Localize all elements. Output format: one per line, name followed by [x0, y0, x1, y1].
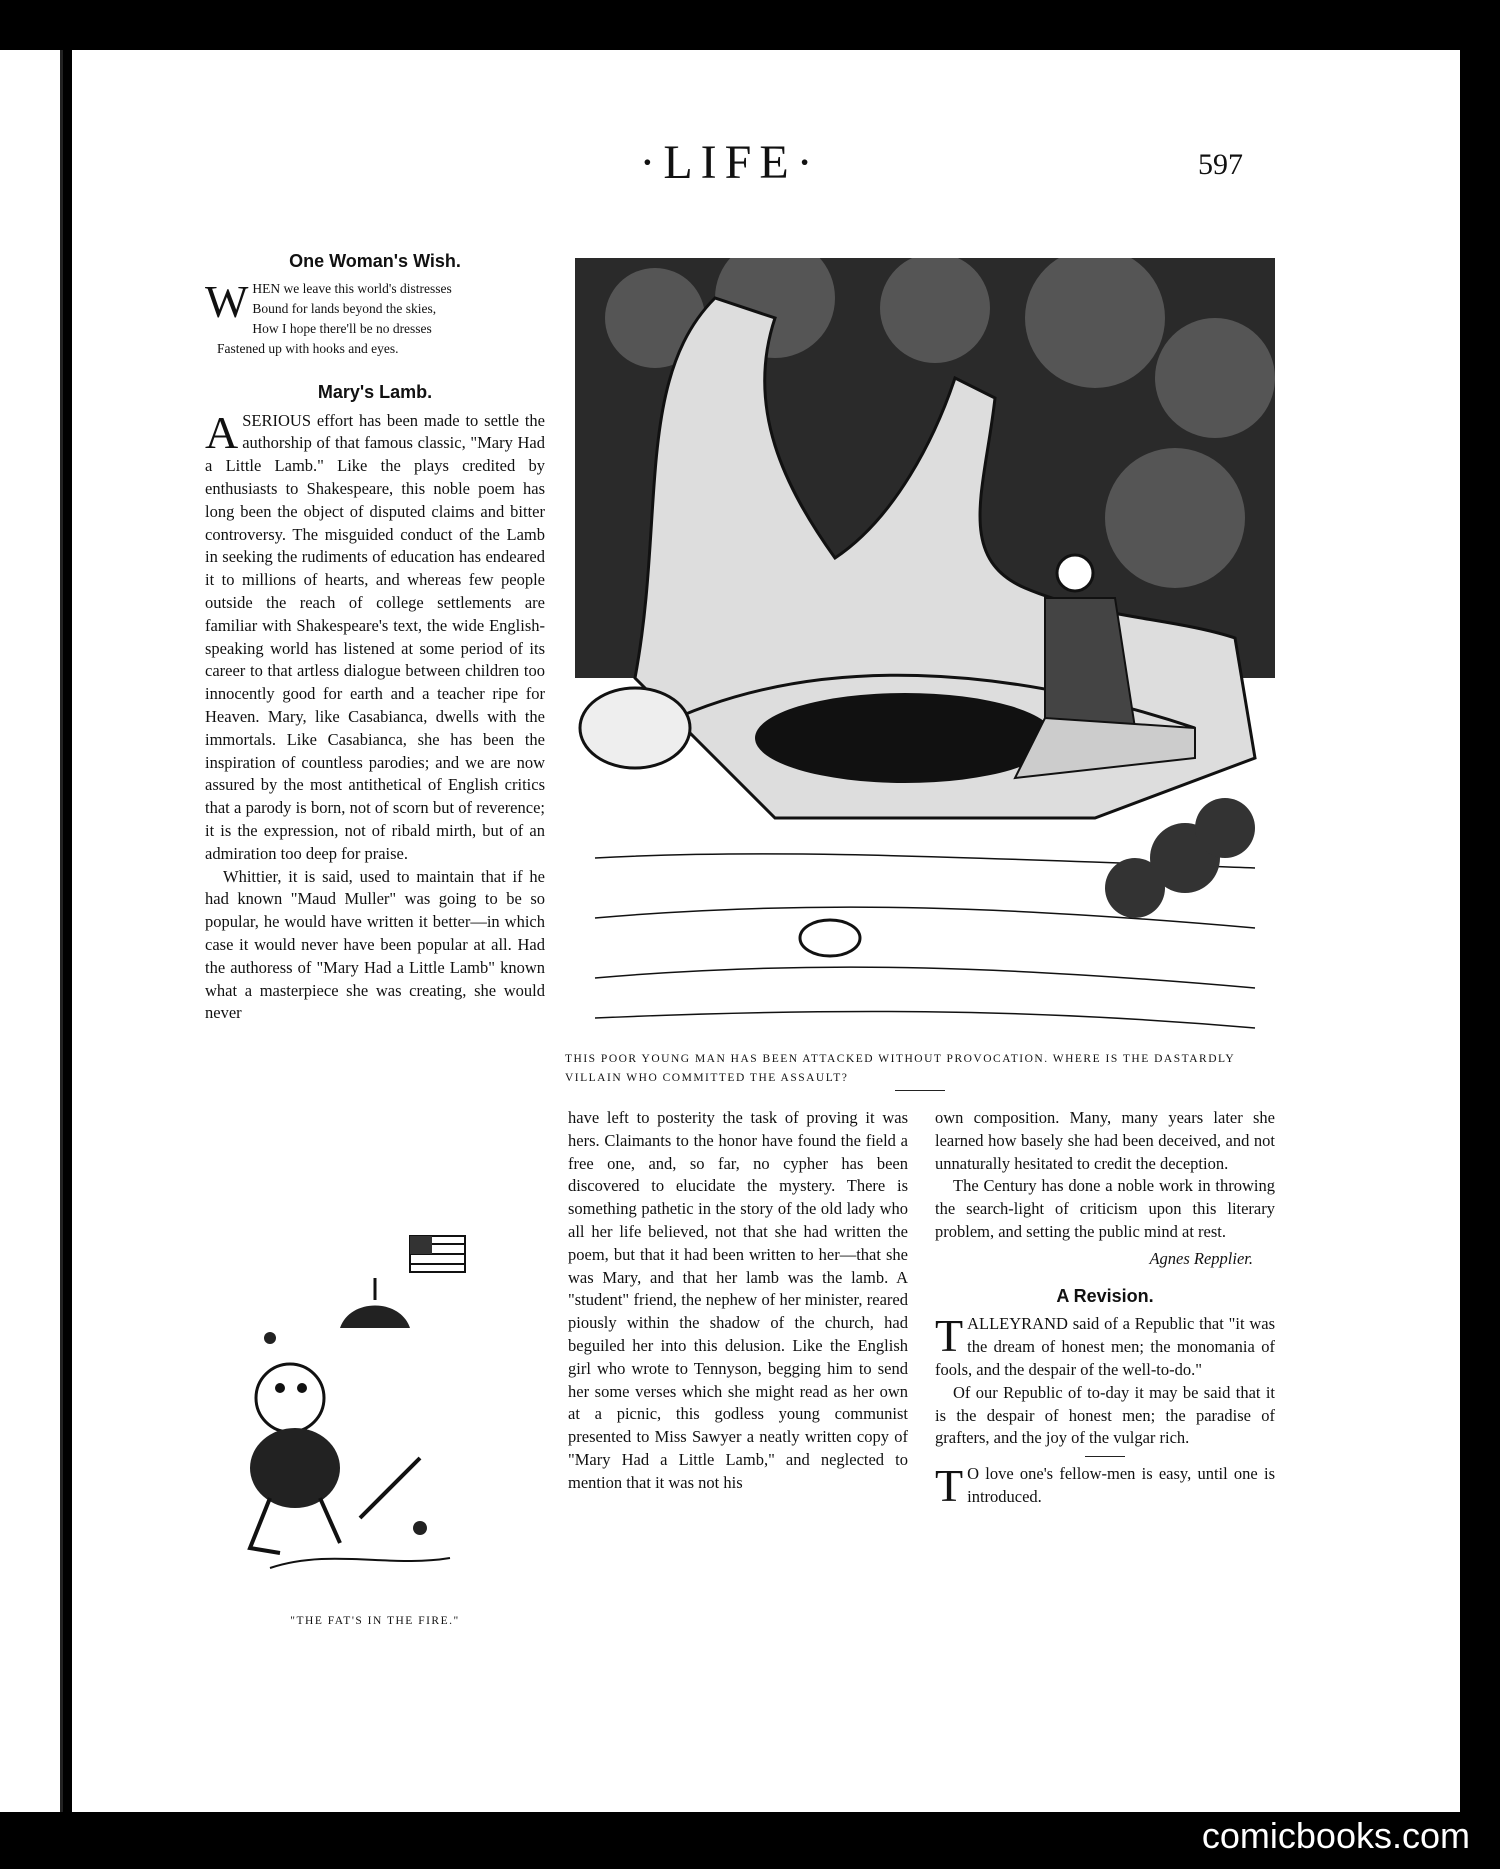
masthead: ·LIFE· [639, 136, 821, 189]
forest-illustration [575, 258, 1275, 1033]
wish-title: One Woman's Wish. [289, 251, 461, 271]
byline: Agnes Repplier. [1149, 1248, 1253, 1268]
section-rule [1085, 1456, 1125, 1457]
lamb-paragraph: Whittier, it is said, used to maintain that if he had known "Maud Muller" was going to be so popular, he would have written it better—in which case it would never have been popular at all. Had the authoress of "Mary Had a Little Lamb" known what a masterpiece she was creating, she would never [205, 866, 545, 1023]
soldier-illustration [210, 1228, 540, 1578]
lamb-paragraph-continued: own composition. Many, many years later she learned how basely she had been deceived, and not unnaturally hesitated to credit the deception. [935, 1108, 1275, 1173]
love-paragraph: T O love one's fellow-men is easy, until one is introduced. [935, 1460, 1275, 1512]
left-column [205, 250, 545, 1025]
love-dropcap: T [935, 1460, 964, 1512]
lamb-paragraph: The Century has done a noble work in throwing the search-light of criticism upon this literary problem, and setting the public mind at rest. [935, 1176, 1275, 1241]
wish-dropcap: W [205, 275, 249, 327]
revision-dropcap: T [935, 1310, 964, 1362]
lamb-paragraph-continued: have left to posterity the task of proving it was hers. Claimants to the honor have found the field a free one, and, so far, no cypher has been discovered to elucidate the mystery. There is something pathetic in the story of the old lady who all her life believed, not that she had written the poem, but that it had been written to her—that she was Mary, and that her lamb was the lamb. A "student" friend, the nephew of her minister, reared piously within the shadow of the church, had beguiled her into this delusion. Like the English girl who wrote to Tennyson, begging him to send her some verses which she might read as her own at a picnic, this godless young communist presented to Miss Sawyer a neatly written copy of "Mary Had a Little Lamb," and neglected to mention that it was not his [568, 1108, 908, 1492]
lamb-title: Mary's Lamb. [317, 381, 433, 402]
revision-paragraph: Of our Republic of to-day it may be said that it is the despair of honest men; the paradise of grafters, and the joy of the vulgar rich. [935, 1382, 1275, 1448]
main-caption: THIS POOR YOUNG MAN HAS BEEN ATTACKED WITHOUT PROVOCATION. WHERE IS THE DASTARDLY VILLAIN WHO COMMITTED THE ASSAULT? [565, 1053, 1235, 1084]
middle-column [568, 1107, 908, 1495]
lamb-dropcap: A [205, 406, 239, 458]
caption-rule [895, 1090, 945, 1091]
poem-line: Bound for lands beyond the skies, [252, 300, 437, 316]
hat-on-ground [800, 920, 860, 956]
poem-line: HEN we leave this world's distresses [252, 280, 452, 296]
watermark: comicbooks.com [1201, 1815, 1470, 1856]
poem-line: Fastened up with hooks and eyes. [217, 340, 399, 356]
lamb-paragraph: A SERIOUS effort has been made to settle the authorship of that famous classic, "Mary Had a Little Lamb." Like the plays credited by enthusiasts to Shakespeare, this noble poem has long been the object of disputed claims and bitter controversy. The misguided conduct of the Lamb in seeking the rudiments of education has endeared it to millions of hearts, and whereas few people outside the reach of college settlements are familiar with Shakespeare's text, the wide English-speaking world has listened at some period of its career to that artless dialogue between children too innocently good for earth and a teacher ripe for Heaven. Mary, like Casabianca, dwells with the immortals. Like Casabianca, she has been the inspiration of countless parodies; and we are now assured by the most antithetical of English critics that a parody is born, not of scorn but of reverence; it is the expression, not of ribald mirth, but of an admiration too deep for praise. [205, 406, 545, 863]
wish-poem [205, 275, 545, 359]
revision-title: A Revision. [1056, 1285, 1154, 1306]
revision-paragraph: TALLEYRAND said of a Republic that "it was the dream of honest men; the monomania of fools, and the despair of the well-to-do." [935, 1310, 1275, 1379]
poem-line: How I hope there'll be no dresses [252, 320, 432, 336]
small-caption: "THE FAT'S IN THE FIRE." [290, 1615, 460, 1627]
right-column [935, 1107, 1275, 1512]
page-number: 597 [1198, 148, 1243, 181]
facing-page-edge [0, 50, 63, 1812]
